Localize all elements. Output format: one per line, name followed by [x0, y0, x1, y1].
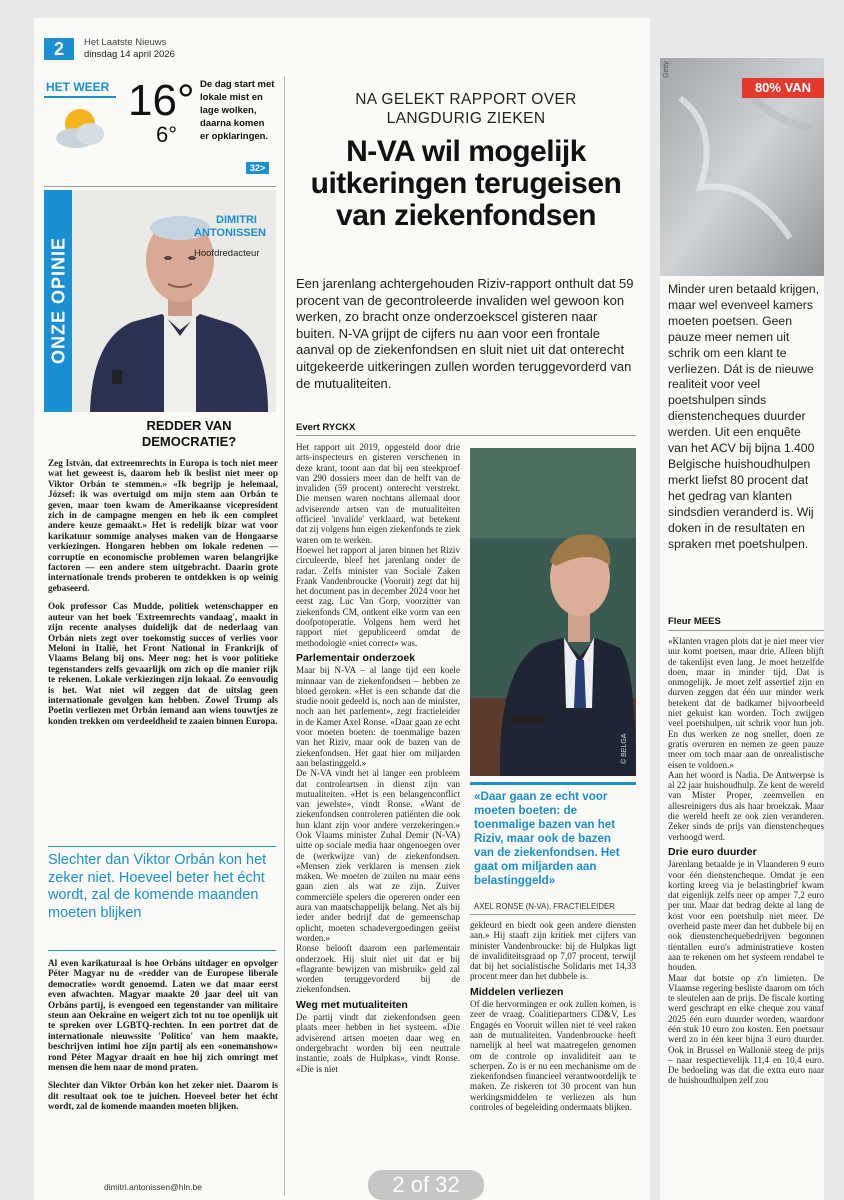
opinion-paragraph: Zeg István, dat extreemrechts in Europa is toch niet meer wat het geweest is, daarom heb ik beslist niet meer op Viktor Orbán te stemmen.» «Ik begrijp je helemaal, József: ik was overtuigd om mijn stem aan Orbán te geven, maar toen kwam de Amerikaanse vicepresident zich in de campagne mengen en heb ik een compleet andere keuze gemaakt.» Het is redelijk bizar wat voor karikatuur sommige analyses maken van de Hongaarse verkiezingen. Hongaren hebben om lokale redenen — corruptie en economische problemen waren belangrijke factoren — een andere stem uitgebracht. Daarin grote internationale trends proberen te ontdekken is op weinig gebaseerd.	[48, 458, 278, 593]
article-subhead: Parlementair onderzoek	[296, 651, 416, 664]
side-intro: Minder uren betaald krijgen, maar wel evenveel kamers moeten poetsen. Geen pauze meer nemen uit schrik om een klant te verliezen. Dát is de nieuwe realiteit voor veel poetshulpen sinds dienstencheques duurder werden. Uit een enquête van het ACV bij bijna 1.400 Belgische huishoudhulpen merkt liefst 80 procent dat het gedrag van klanten sindsdien veranderd is. Wij doken in de resultaten en spraken met poetshulpen.	[668, 282, 820, 551]
opinion-paragraph: Slechter dan Viktor Orbán kon het zeker niet. Daarom is dit resultaat ook toe te juichen. Hoeveel beter het écht wordt, zal de komende maanden moeten blijken.	[48, 1080, 278, 1112]
side-body	[668, 636, 824, 1086]
article-pull-quote: «Daar gaan ze echt voor moeten boeten: de toenmalige bazen van het Riziv, maar ook de bazen van de ziekenfondsen. Het gaat om miljarden aan belastinggeld»	[474, 790, 620, 887]
opinion-section-strip	[44, 190, 72, 412]
side-paragraph: Maar dat botste op z'n limieten. De Vlaamse regering besliste daarom om tóch te sleutelen aan de prijs. De fiscale korting werd geschrapt en elke cheque zou vanaf 2025 één euro duurder worden, waardoor één stuk 10 euro zou kosten. Een poetsuur werd zo in één keer bijna 3 euro duurder. Ook in Brussel en Wallonië steeg de prijs – naar respectievelijk 11,4 en 10,4 euro. De bedoeling was dat die extra euro naar de huishoudhulpen zelf zou	[668, 972, 824, 1086]
side-paragraph: Jarenlang betaalde je in Vlaanderen 9 euro voor één dienstencheque. Omdat je een korting kreeg via je belastingbrief kwam dat eigenlijk zelfs neer op amper 7,2 euro per uur. Maar dat bedrag dekte al lang de kost voor een poetshulp niet meer. De overheid paste meer dan het dubbele bij en ook dienstenchequebedrijven begonnen tientallen euro's administratieve kosten aan te rekenen om het systeem rendabel te houden.	[668, 859, 824, 973]
sun-cloud-icon	[50, 102, 110, 152]
side-paragraph: Aan het woord is Nadia. De Antwerpse is al 22 jaar huishoudhulp. Ze kent de wereld van Mister Proper, zeemvellen en allesreinigers dus als haar broekzak. Maar die wereld heeft ze ook zien veranderen. Zeker sinds de prijs van dienstencheques verhoogd werd.	[668, 769, 824, 842]
side-banner: 80% VAN	[742, 78, 824, 98]
photo-credit: © BELGA	[621, 733, 628, 764]
article-paragraph: De partij vindt dat ziekenfondsen geen plaats meer hebben in het systeem. «Die adviserend artsen moeten daar weg en ondergebracht worden bij een neutrale instantie, zoals de Hulpkas», vindt Ronse. «Die is niet	[296, 1012, 460, 1074]
article-column-1	[296, 442, 460, 1074]
author-role: Hoofdredacteur	[194, 248, 260, 259]
article-kicker: NA GELEKT RAPPORT OVER LANGDURIG ZIEKEN	[355, 91, 577, 127]
weather-box	[44, 76, 276, 180]
opinion-section-label: ONZE OPINIE	[48, 237, 69, 365]
side-subhead: Drie euro duurder	[668, 845, 757, 858]
page-indicator-text: 2 of 32	[392, 1172, 460, 1197]
article-paragraph: Hoewel het rapport al jaren binnen het Riziv circuleerde, bleef het jarenlang onder de radar. Zelfs minister van Sociale Zaken Frank Vandenbroucke (Vooruit) zegt dat hij het document pas in december 2024 voor het eerst zag. Luc Van Gorp, voorzitter van ziekenfonds CM, ontkent elke vorm van een doofpotoperatie. Volgens hem werd het rapport niet gepubliceerd omdat de methodologie «niet correct» was.	[296, 544, 460, 648]
issue-date: dinsdag 14 april 2026	[84, 49, 175, 60]
article-headline: N-VA wil mogelijk uitkeringen terugeisen van ziekenfondsen	[310, 135, 622, 232]
opinion-paragraph: Ook professor Cas Mudde, politiek wetenschapper en auteur van het boek 'Extreemrechts vandaag', maakt in zijn recente analyses duidelijk dat de nederlaag van Orbán niets zegt over toekomstig succes of verlies voor Meloni in Italië, het Front National in Frankrijk of Vlaams Belang bij ons. Meer nog: het is voor politieke tegenstanders zelfs gevaarlijk om zich op die manier rijk te rekenen. Lokale verkiezingen zijn lokaal. Zo eenvoudig is het. Wat niet wil zeggen dat de uitslag geen internationale gevolgen kan hebben. Zowel Trump als Poetin verliezen met Orbán iemand aan wiens touwtjes ze konden trekken om verdeeldheid te zaaien binnen Europa.	[48, 601, 278, 726]
page-number: 2	[53, 39, 64, 59]
opinion-header	[44, 190, 276, 412]
article-paragraph: gekleurd en biedt ook geen andere diensten aan.» Hij staaft zijn kritiek met cijfers van minister Vandenbroucke: bij de Hulpkas ligt de invaliditeitsgraad op 7,07 procent, terwijl dat bij het socialistische Solidaris met 14,33 procent meer dan het dubbele is.	[470, 920, 636, 982]
article-intro: Een jarenlang achtergehouden Riziv-rapport onthult dat 59 procent van de gecontroleerde invaliden wel gewoon kon werken, zo bracht onze onderzoekscel gisteren naar buiten. N-VA grijpt de cijfers nu aan voor een frontale aanval op de ziekenfondsen en sluit niet uit dat onterecht uitgekeerde uitkeringen zullen worden teruggevorderd van de mutualiteiten.	[296, 276, 634, 391]
article-subhead: Middelen verliezen	[470, 985, 564, 998]
author-last-name: ANTONISSEN	[194, 227, 266, 239]
page-indicator[interactable]	[368, 1170, 484, 1200]
weather-label: HET WEER	[46, 80, 110, 94]
article-paragraph: Het rapport uit 2019, opgesteld door drie arts-inspecteurs en gisteren verschenen in deze krant, toont aan dat bij een steekproef van 290 dossiers meer dan de helft van de invaliden (59 procent) onterecht verstrekt. Die mensen waren nochtans allemaal door adviserende artsen van de mutualiteiten officieel 'invalide' verklaard, wat betekent dat zij volgens hun eigen ziekenfonds te ziek waren om te werken.	[296, 442, 460, 545]
side-photo-credit: Getty	[663, 61, 670, 78]
side-page	[660, 58, 824, 1200]
temp-low: 6°	[156, 122, 178, 147]
article-paragraph: Maar bij N-VA – al lange tijd een koele minnaar van de ziekenfondsen – hebben ze bloed geroken. «Het is een schande dat die studie nooit gedeeld is, noch aan de minister, noch aan het parlement», zegt fractieleider in de Kamer Axel Ronse. «Daar gaan ze echt voor moeten boeten: de toenmalige bazen van het Riziv, maar ook de bazen van de ziekenfondsen. Het gaat hier om miljarden aan belastinggeld.»	[296, 665, 460, 768]
opinion-body	[48, 458, 278, 734]
paper-name: Het Laatste Nieuws	[84, 37, 167, 48]
side-byline: Fleur MEES	[668, 616, 721, 627]
author-email[interactable]: dimitri.antonissen@hln.be	[104, 1182, 202, 1192]
quote-attribution: AXEL RONSE (N-VA), FRACTIELEIDER	[474, 902, 615, 911]
opinion-paragraph: Al even karikaturaal is hoe Orbáns uitdager en opvolger Péter Magyar nu de «redder van de Europese liberale democratie» wordt genoemd. Laten we dat maar eerst even afwachten. Magyar maakte 20 jaar deel uit van Orbáns partij, is evengoed een tegenstander van militaire steun aan Oekraïne en weigert zich tot nu toe openlijk uit te spreken over LGBTQ-rechten. In een portret dat de internationale nieuwssite 'Politico' van hem maakte, beschrijven intimi hoe zijn partij als een «onemanshow» rond Péter Magyar draait en hoe hij zich omringt met mensen die hem naar de mond praten.	[48, 958, 278, 1073]
temp-high: 16°	[128, 76, 195, 125]
author-first-name: DIMITRI	[216, 214, 257, 226]
opinion-pull-quote: Slechter dan Viktor Orbán kon het zeker niet. Hoeveel beter het écht wordt, zal de komende maanden moeten blijken	[48, 852, 267, 921]
politician-photo	[470, 448, 636, 776]
article-column-2	[470, 920, 636, 1112]
weather-page-ref[interactable]: 32>	[246, 162, 269, 174]
article-paragraph: De N-VA vindt het al langer een probleem dat controleartsen in dienst zijn van mutualiteiten. «Het is een belangenconflict van jewelste», vindt Ronse. «Want de ziekenfondsen controleren patiënten die ook hun klant zijn voor andere verzekeringen.» Ook Vlaams minister Zuhal Demir (N-VA) uitte op sociale media haar ongenoegen over de (werkwijze van) de ziekenfondsen. «Mensen ziek verklaren is mensen ziek maken. We moeten de zuilen nu maar eens gaan zien als wat ze zijn. Zuiver commerciële spelers die opereren onder een aura van maatschappelijk belang. Net als bij ieder ander bedrijf dat de gemeenschap oplicht, moeten schadevergoedingen geëist worden.»	[296, 768, 460, 943]
article-paragraph: Ronse belooft daarom een parlementair onderzoek. Hij sluit niet uit dat er bij «flagrante bewijzen van misbruik» geld zal worden teruggevorderd bij de ziekenfondsen.	[296, 943, 460, 995]
article-paragraph: Of die hervormingen er ook zullen komen, is zeer de vraag. Coalitiepartners CD&V, Les Engagés en Vooruit willen niet té veel raken aan de mutualiteiten. Vandenbroucke heeft namelijk al heel wat maatregelen genomen om de controle op invaliditeit aan te scherpen. Zo is er nu een mechanisme om de ziekenfondsen financieel verantwoordelijk te maken. Ze riskeren tot 30 procent van hun werkingsmiddelen te verliezen als hun controles of begeleiding ondermaats blijken.	[470, 999, 636, 1113]
article-subhead: Weg met mutualiteiten	[296, 998, 408, 1011]
newspaper-page	[34, 18, 650, 1200]
opinion-headline: REDDER VAN DEMOCRATIE?	[141, 418, 237, 449]
weather-description: De dag start met lokale mist en lage wolken, daarna komen er opklaringen.	[200, 79, 275, 142]
article-byline: Evert RYCKX	[296, 422, 356, 433]
side-paragraph: «Klanten vragen plots dat je niet meer vier uur komt poetsen, maar drie. Alleen blijft de takenlijst even lang. Je moet hetzelfde doen, maar in minder tijd. Dat is onmogelijk. Je moet zelf assertief zijn en durven zeggen dat één uur minder werk betekent dat de badkamer bijvoorbeeld niet gekuist kan worden. Toch zwijgen veel poetshulpen, uit schrik voor hun job. En dus werken ze nog sneller, doen ze gratis overuren en nemen ze geen pauze meer om toch maar aan de onrealistische eisen te voldoen.»	[668, 636, 824, 770]
page-number-badge	[44, 38, 74, 60]
opinion-body-2	[48, 958, 278, 1112]
